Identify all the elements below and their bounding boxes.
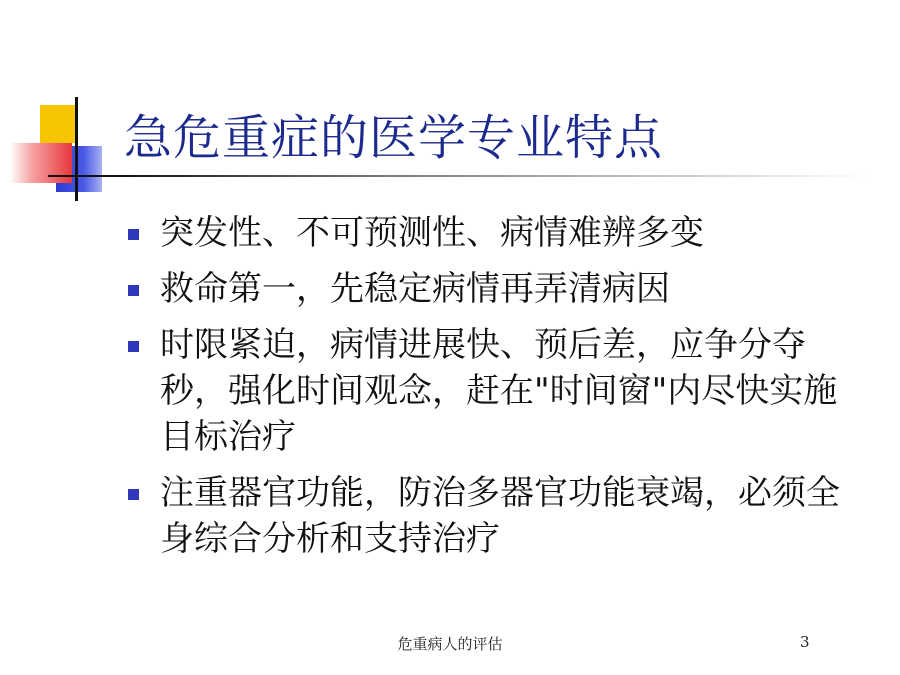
bullet-text: 时限紧迫，病情进展快、预后差，应争分夺秒，强化时间观念，赶在"时间窗"内尽快实施目标治疗 — [160, 325, 838, 457]
bullet-text: 注重器官功能，防治多器官功能衰竭，必须全身综合分析和支持治疗 — [160, 473, 840, 559]
bullet-text: 救命第一，先稳定病情再弄清病因 — [160, 269, 670, 309]
decor-yellow-square — [40, 105, 78, 143]
square-bullet-icon — [128, 489, 139, 500]
title-underline — [48, 175, 868, 177]
slide-title: 急危重症的医学专业特点 — [124, 110, 664, 166]
square-bullet-icon — [128, 229, 139, 240]
bullet-item — [128, 266, 848, 312]
bullet-item — [128, 470, 848, 562]
bullet-text: 突发性、不可预测性、病情难辨多变 — [160, 213, 704, 253]
bullet-item — [128, 322, 848, 460]
decor-vertical-line — [75, 97, 78, 201]
page-number: 3 — [800, 633, 810, 651]
footer-text: 危重病人的评估 — [397, 635, 503, 653]
decor-red-gradient — [10, 143, 72, 183]
bullet-item — [128, 210, 848, 256]
square-bullet-icon — [128, 285, 139, 296]
square-bullet-icon — [128, 341, 139, 352]
bullet-list — [128, 210, 848, 572]
